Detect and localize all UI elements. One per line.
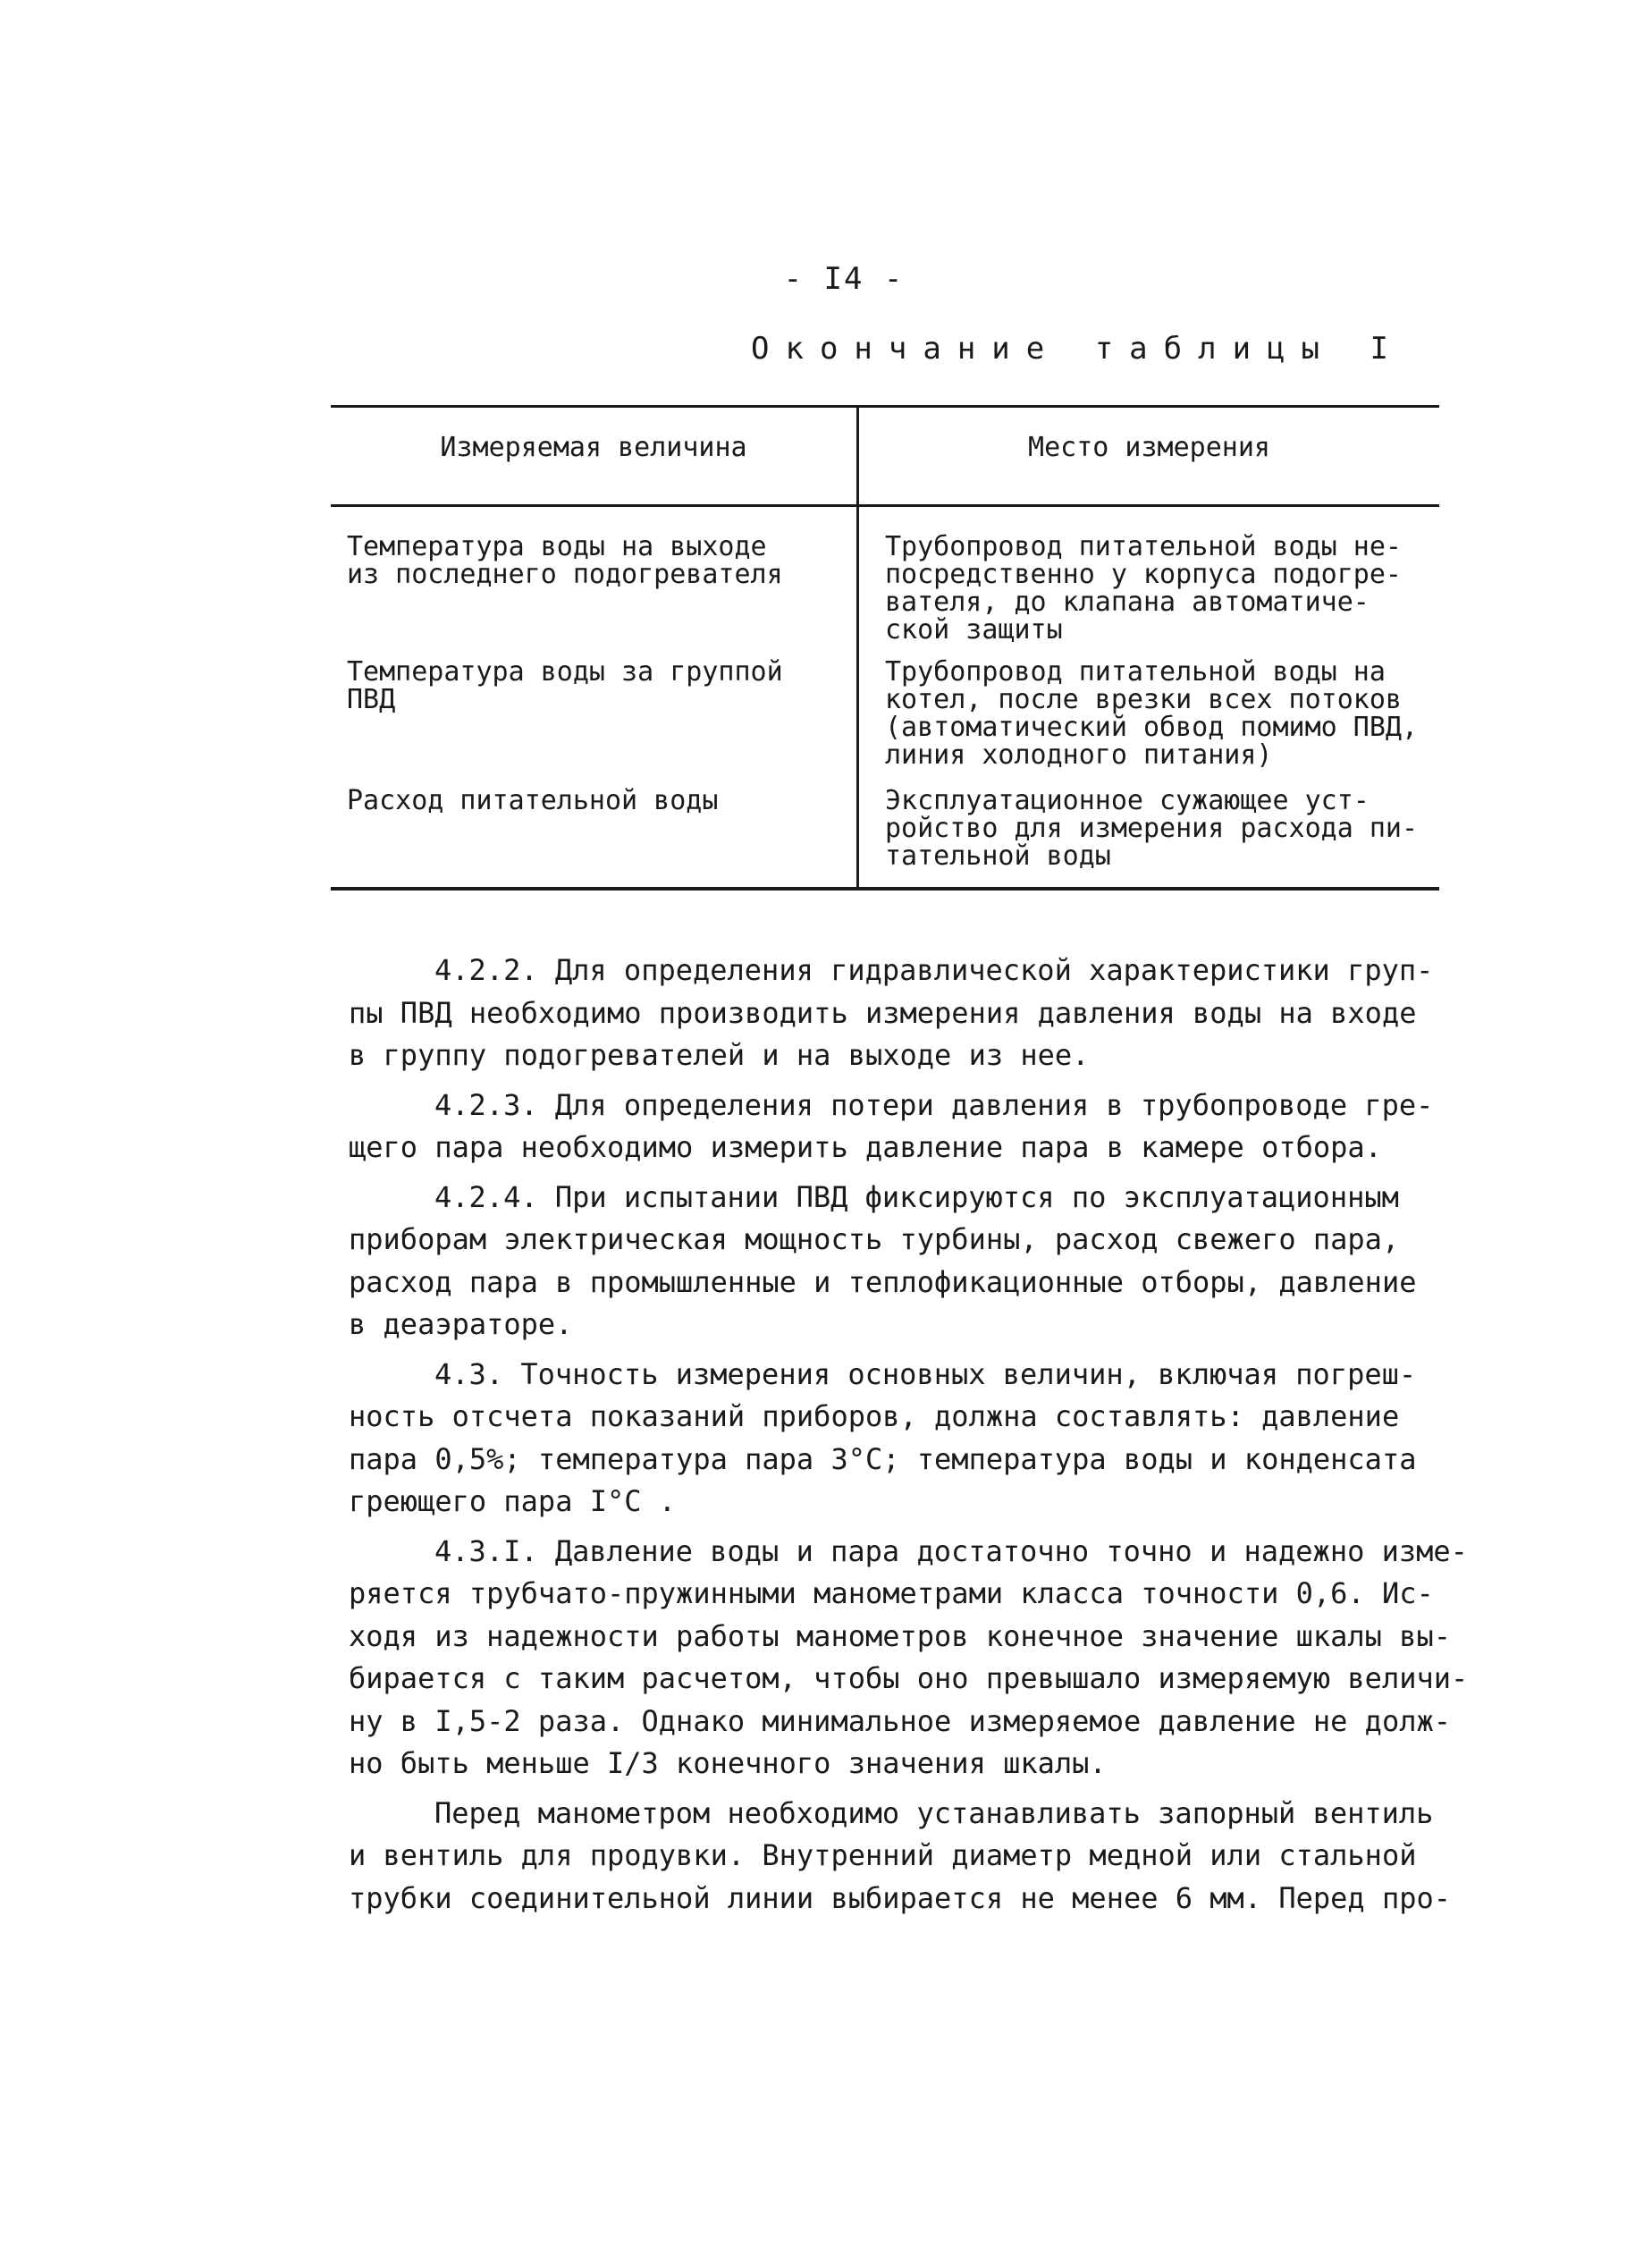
table-header-location: Место измерения (1028, 432, 1270, 463)
table-bottom-rule (331, 887, 1439, 891)
table-column-divider (856, 405, 859, 891)
table-cell-location-3: Эксплуатационное сужающее уст- ройство для измерения расхода пи- тательной воды (885, 785, 1419, 872)
paragraph-manometer: Перед манометром необходимо устанавливать запорный вентиль и вентиль для продувки. Внутренний диаметр медной или стальной трубки соединительной линии выбирается не менее 6 мм. Перед про- (349, 1795, 1451, 1915)
paragraph-4-2-3: 4.2.3. Для определения потери давления в трубопроводе гре- щего пара необходимо измерить давление пара в камере отбора. (349, 1087, 1434, 1164)
table-top-rule (331, 405, 1439, 408)
table-header-rule (331, 504, 1439, 507)
table-cell-location-1: Трубопровод питательной воды не- посредственно у корпуса подогре- вателя, до клапана автоматиче- ской защиты (885, 531, 1402, 646)
table-cell-location-2: Трубопровод питательной воды на котел, после врезки всех потоков (автоматический обвод помимо ПВД, линия холодного питания) (885, 656, 1419, 771)
paragraph-4-2-2: 4.2.2. Для определения гидравлической характеристики груп- пы ПВД необходимо производить измерения давления воды на входе в группу подогревателей и на выходе из нее. (349, 953, 1434, 1072)
table-cell-quantity-3: Расход питательной воды (347, 785, 719, 816)
table-cell-quantity-1: Температура воды на выходе из последнего подогревателя (347, 531, 783, 590)
paragraph-4-3: 4.3. Точность измерения основных величин, включая погреш- ность отсчета показаний приборов, должна составлять: давление пара 0,5%; температура пара 3°С; температура воды и конденсата греющего пара I°С . (349, 1356, 1417, 1518)
body-text (349, 950, 1469, 1920)
paragraph-4-2-4: 4.2.4. При испытании ПВД фиксируются по эксплуатационным приборам электрическая мощность турбины, расход свежего пара, расход пара в промышленные и теплофикационные отборы, давление в деаэраторе. (349, 1179, 1417, 1341)
measurement-table (331, 405, 1439, 891)
table-caption: Окончание таблицы I (751, 331, 1404, 367)
paragraph-4-3-1: 4.3.I. Давление воды и пара достаточно точно и надежно изме- ряется трубчато-пружинными манометрами класса точности 0,6. Ис- ходя из надежности работы манометров конечное значение шкалы вы- бирается с таким расчетом, чтобы оно превышало измеряемую величи- ну в I,5-2 раза. Однако минимальное измеряемое давление не долж- но быть меньше I/3 конечного значения шкалы. (349, 1533, 1469, 1780)
table-header-quantity: Измеряемая величина (440, 432, 747, 463)
table-cell-quantity-2: Температура воды за группой ПВД (347, 656, 783, 715)
page-number: - I4 - (783, 261, 905, 297)
